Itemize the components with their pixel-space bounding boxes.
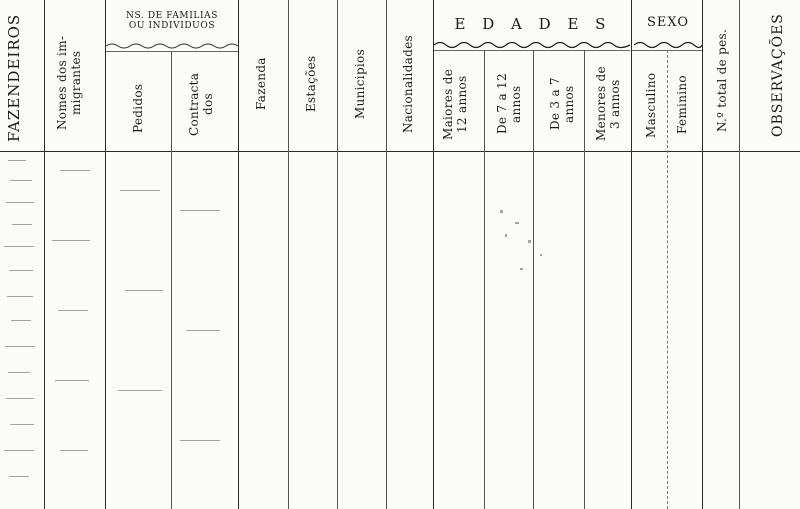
rule-after-edades — [631, 0, 632, 509]
fazendeiros-label: FAZENDEIROS — [5, 13, 23, 143]
column-header-de-7-a-12: De 7 a 12 annos — [495, 73, 523, 135]
rule-after-sexo — [702, 0, 703, 509]
column-header-pedidos: Pedidos — [131, 83, 145, 133]
column-header-nacionalidades: Nacionalidades — [401, 35, 415, 133]
column-group-familias: NS. DE FAMILIAS OU INDIVIDUOS — [125, 11, 219, 31]
rule-after-familias — [238, 0, 239, 509]
column-header-de-3-a-7: De 3 a 7 annos — [548, 77, 576, 131]
column-header-masculino: Masculino — [644, 72, 658, 138]
edades-wave-divider — [434, 40, 630, 50]
rule-after-de-7-a-12 — [533, 50, 534, 509]
rule-after-estacoes — [337, 0, 338, 509]
column-header-municipios: Municipios — [353, 48, 367, 120]
header-subrule-edades — [434, 50, 630, 51]
column-header-contractados: Contracta dos — [187, 72, 215, 136]
scan-noise-texture — [0, 150, 800, 509]
rule-after-nomes — [105, 0, 106, 509]
column-group-edades: E D A D E S — [454, 15, 612, 33]
column-header-total: N.º total de pes. — [715, 28, 729, 132]
header-subrule-familias — [106, 51, 238, 52]
column-group-sexo: SEXO — [646, 15, 690, 30]
column-header-feminino: Feminino — [675, 75, 689, 135]
rule-after-masculino — [667, 50, 668, 509]
column-header-estacoes: Estações — [304, 55, 318, 113]
column-header-nomes: Nomes dos im- migrantes — [55, 35, 83, 131]
rule-after-de-3-a-7 — [584, 50, 585, 509]
rule-after-margin — [44, 0, 45, 509]
rule-after-fazenda — [288, 0, 289, 509]
rule-after-pedidos — [171, 51, 172, 509]
rule-after-total — [739, 0, 740, 509]
rule-after-maiores — [484, 50, 485, 509]
column-header-menores-3: Menores de 3 annos — [594, 66, 622, 142]
rule-after-municipios — [386, 0, 387, 509]
sexo-wave-divider — [634, 40, 702, 50]
column-header-fazenda: Fazenda — [254, 57, 268, 111]
header-bottom-rule — [0, 151, 800, 152]
rule-after-nacionalidades — [433, 0, 434, 509]
column-header-observacoes: OBSERVAÇÕES — [770, 13, 786, 137]
column-header-maiores-12: Maiores de 12 annos — [441, 68, 469, 140]
familias-wave-divider — [106, 42, 238, 50]
